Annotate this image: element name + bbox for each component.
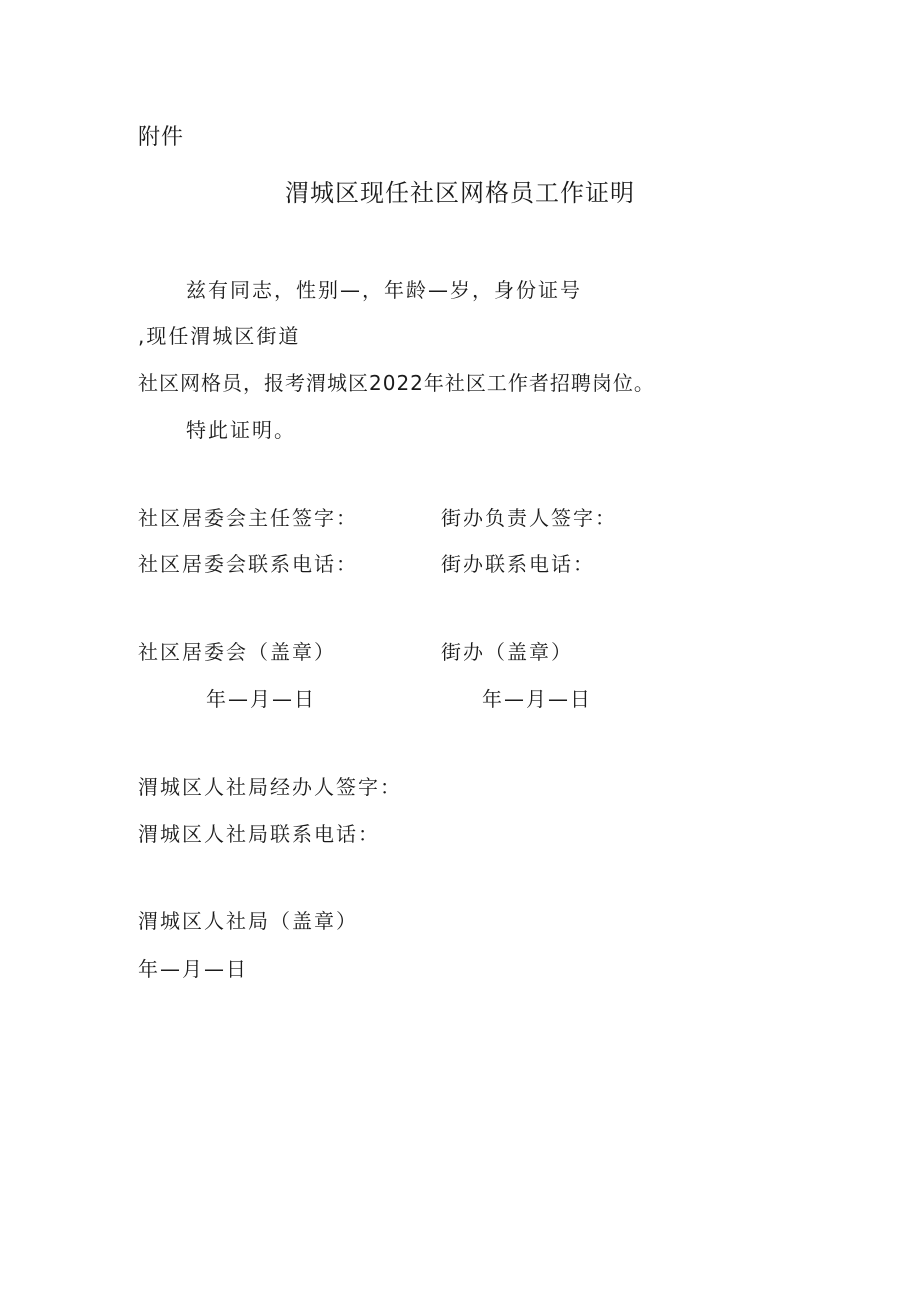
street-office-seal: 街办（盖章） xyxy=(441,640,573,664)
bureau-handler-sign: 渭城区人社局经办人签字： xyxy=(138,775,402,799)
community-date: 年—月—日 xyxy=(206,687,316,711)
document-title: 渭城区现任社区网格员工作证明 xyxy=(285,179,635,207)
community-director-sign: 社区居委会主任签字： xyxy=(138,506,358,530)
street-office-phone: 街办联系电话： xyxy=(441,552,595,576)
body-line-4: 特此证明。 xyxy=(186,418,296,442)
community-phone: 社区居委会联系电话： xyxy=(138,552,358,576)
attachment-label: 附件 xyxy=(138,125,185,150)
bureau-date: 年—月—日 xyxy=(138,957,248,981)
street-office-head-sign: 街办负责人签字： xyxy=(441,506,617,530)
community-seal: 社区居委会（盖章） xyxy=(138,640,336,664)
bureau-phone: 渭城区人社局联系电话： xyxy=(138,822,380,846)
body-line-2: ,现任渭城区街道 xyxy=(138,324,301,348)
body-line-3: 社区网格员，报考渭城区2022年社区工作者招聘岗位。 xyxy=(138,371,655,395)
street-office-date: 年—月—日 xyxy=(482,687,592,711)
body-line-1: 兹有同志，性别—，年龄—岁，身份证号 xyxy=(186,278,582,302)
bureau-seal: 渭城区人社局（盖章） xyxy=(138,909,358,933)
